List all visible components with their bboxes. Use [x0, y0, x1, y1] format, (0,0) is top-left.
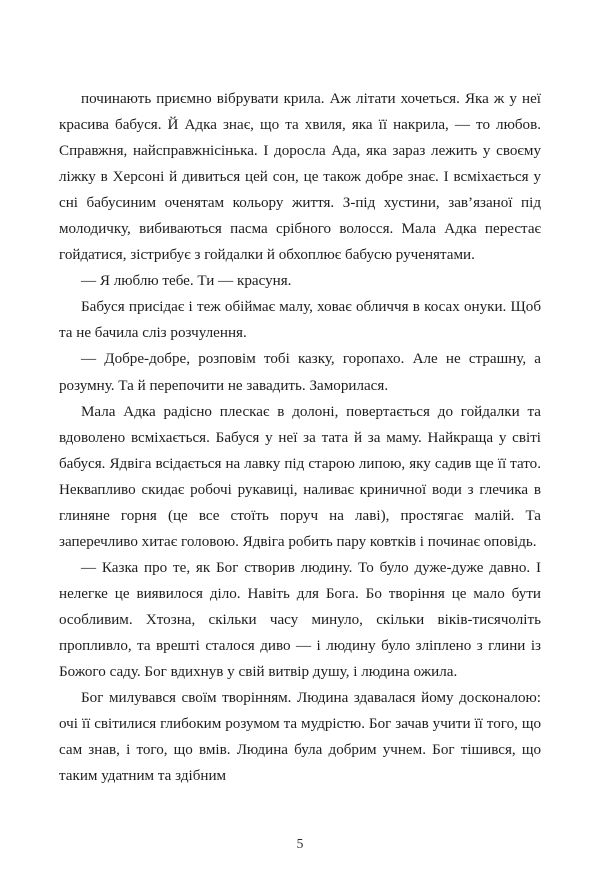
paragraph: — Добре-добре, розповім тобі казку, горопахо. Але не страшну, а розумну. Та й перепочити не завадить. Заморилася. — [59, 351, 541, 394]
paragraph: Мала Адка радісно плескає в долоні, повертається до гойдалки та вдоволено всміхається. Бабуся у неї за тата й за маму. Найкраща у світі бабуся. Ядвіга всідається на лавку під старою липою, яку садив ще її тато. Неквапливо скидає робочі рукавиці, наливає криничної води з глечика в глиняне горня (це все стоїть поруч на лаві), простягає малій. Та заперечливо хитає головою. Ядвіга робить пару ковтків і починає оповідь. — [59, 403, 541, 550]
page-text-block — [59, 86, 541, 789]
paragraph: Бог милувався своїм творінням. Людина здавалася йому досконалою: очі її світилися глибоким розумом та мудрістю. Бог зачав учити її того, що сам знав, і того, що вмів. Людина була добрим учнем. Бог тішився, що таким удатним та здібним — [59, 690, 541, 785]
paragraph: Бабуся присідає і теж обіймає малу, ховає обличчя в косах онуки. Щоб та не бачила сліз розчулення. — [59, 299, 541, 342]
paragraph: — Я люблю тебе. Ти — красуня. — [81, 273, 292, 290]
paragraph: починають приємно вібрувати крила. Аж літати хочеться. Яка ж у неї красива бабуся. Й Адка знає, що та хвиля, яка її накрила, — то любов. Справжня, найсправжнісінька. І доросла Ада, яка зараз лежить у своєму ліжку в Херсоні й дивиться цей сон, це також добре знає. І всміхається у сні бабусиним оченятам кольору життя. З-під хустини, зав’язаної під молодичку, вибиваються пасма срібного волосся. Мала Адка перестає гойдатися, зістрибує з гойдалки й обхоплює бабусю рученятами. — [59, 91, 541, 264]
page-number: 5 — [296, 836, 304, 851]
paragraph: — Казка про те, як Бог створив людину. То було дуже-дуже давно. І нелегке це виявилося діло. Навіть для Бога. Бо творіння це мало бути особливим. Хтозна, скільки часу минуло, скільки віків-тисячоліть пропливло, та врешті сталося диво — і людину було зліплено з глини із Божого саду. Бог вдихнув у свій витвір душу, і людина ожила. — [59, 559, 541, 681]
